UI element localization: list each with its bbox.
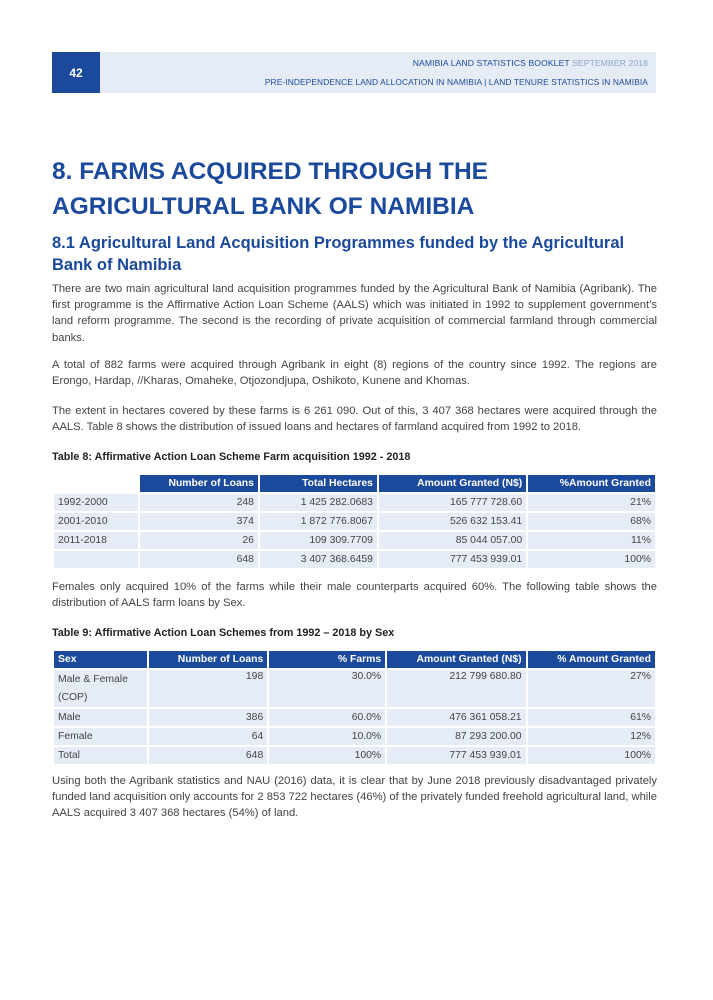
table-cell: 1 872 776.8067 — [260, 513, 377, 530]
section-title: 8.1 Agricultural Land Acquisition Programmes funded by the Agricultural Bank of Namibia — [52, 234, 625, 274]
table-cell: 12% — [528, 728, 655, 745]
paragraph-farms-total: A total of 882 farms were acquired through Agribank in eight (8) regions of the country since 1992. The regions are Erongo, Hardap, //Kharas, Omaheke, Otjozondjupa, Oshikoto, Kunene and Khomas. — [52, 359, 657, 388]
paragraph-hectares: The extent in hectares covered by these farms is 6 261 090. Out of this, 3 407 368 hectares were acquired through the AALS. Table 8 shows the distribution of issued loans and hectares of farmland acquired from 1992 to 2018. — [52, 405, 657, 434]
booklet-date: SEPTEMBER 2018 — [569, 58, 648, 68]
table-cell: 10.0% — [269, 728, 385, 745]
table-cell: 87 293 200.00 — [387, 728, 525, 745]
table-cell: 3 407 368.6459 — [260, 551, 377, 568]
table-cell: 26 — [140, 532, 258, 549]
table-row — [54, 494, 655, 511]
table-cell: 85 044 057.00 — [379, 532, 526, 549]
table-cell: 27% — [528, 670, 655, 707]
table-cell: 61% — [528, 709, 655, 726]
table-cell: 2011-2018 — [54, 532, 138, 549]
table-cell: Female — [54, 728, 147, 745]
table8-header-cell: Total Hectares — [260, 475, 377, 492]
table-cell: Male — [54, 709, 147, 726]
booklet-title — [413, 58, 648, 68]
table-cell: 526 632 153.41 — [379, 513, 526, 530]
running-header — [100, 52, 656, 93]
paragraph-conclusion: Using both the Agribank statistics and NAU (2016) data, it is clear that by June 2018 previously disadvantaged privately funded land acquisition only accounts for 2 853 722 hectares (46%) of the privately funded freehold agricultural land, while AALS acquired 3 407 368 hectares (54%) of land. — [52, 775, 657, 820]
table-cell: 648 — [149, 747, 267, 764]
table-cell: 777 453 939.01 — [387, 747, 525, 764]
table-cell: 109 309.7709 — [260, 532, 377, 549]
table-cell: 648 — [140, 551, 258, 568]
table8-caption: Table 8: Affirmative Action Loan Scheme Farm acquisition 1992 - 2018 — [52, 451, 411, 463]
table-cell: 476 361 058.21 — [387, 709, 525, 726]
table9-caption: Table 9: Affirmative Action Loan Schemes from 1992 – 2018 by Sex — [52, 627, 395, 639]
booklet-word: BOOKLET — [528, 58, 570, 68]
table-cell: 11% — [528, 532, 655, 549]
table9-header-cell: % Amount Granted — [528, 651, 655, 668]
table8-header-row — [54, 475, 655, 492]
table-cell: 1992-2000 — [54, 494, 138, 511]
table-row — [54, 709, 655, 726]
table-cell: 2001-2010 — [54, 513, 138, 530]
table-cell: Total — [54, 747, 147, 764]
paragraph-sex-distribution: Females only acquired 10% of the farms while their male counterparts acquired 60%. The following table shows the distribution of AALS farm loans by Sex. — [52, 581, 657, 610]
table8 — [52, 473, 657, 570]
table-cell: 100% — [528, 551, 655, 568]
table8-header-cell — [54, 475, 138, 492]
table-cell — [54, 551, 138, 568]
paragraph-intro: There are two main agricultural land acquisition programmes funded by the Agricultural Bank of Namibia (Agribank). The first programme is the Affirmative Action Loan Scheme (AALS) which was initiated in 1992 to supplement government’s land reform programme. The second is the recording of private acquisition of commercial farmland through commercial banks. — [52, 283, 657, 344]
table9-header-cell: Amount Granted (N$) — [387, 651, 525, 668]
table9-header-cell: % Farms — [269, 651, 385, 668]
table-cell: 68% — [528, 513, 655, 530]
table8-header-cell: Number of Loans — [140, 475, 258, 492]
table-cell: 100% — [269, 747, 385, 764]
table-cell: 777 453 939.01 — [379, 551, 526, 568]
table-row — [54, 670, 655, 707]
table-cell: 165 777 728.60 — [379, 494, 526, 511]
table-total-row — [54, 551, 655, 568]
table-cell: 60.0% — [269, 709, 385, 726]
table9-header-row — [54, 651, 655, 668]
table-cell: 212 799 680.80 — [387, 670, 525, 707]
table9 — [52, 649, 657, 766]
table-total-row — [54, 747, 655, 764]
table8-header-cell: %Amount Granted — [528, 475, 655, 492]
table-row — [54, 532, 655, 549]
table-cell: Male & Female (COP) — [54, 670, 147, 707]
page-number: 42 — [52, 52, 100, 93]
header-subtitle: PRE-INDEPENDENCE LAND ALLOCATION IN NAMIBIA | LAND TENURE STATISTICS IN NAMIBIA — [264, 77, 648, 87]
table9-header-cell: Sex — [54, 651, 147, 668]
table-row — [54, 728, 655, 745]
table-row — [54, 513, 655, 530]
table-cell: 198 — [149, 670, 267, 707]
table-cell: 248 — [140, 494, 258, 511]
table-cell: 100% — [528, 747, 655, 764]
chapter-title: 8. FARMS ACQUIRED THROUGH THE AGRICULTURAL BANK OF NAMIBIA — [52, 158, 489, 220]
table-cell: 21% — [528, 494, 655, 511]
table-cell: 30.0% — [269, 670, 385, 707]
table-cell: 64 — [149, 728, 267, 745]
table9-header-cell: Number of Loans — [149, 651, 267, 668]
table-cell: 1 425 282.0683 — [260, 494, 377, 511]
table-cell: 374 — [140, 513, 258, 530]
table8-header-cell: Amount Granted (N$) — [379, 475, 526, 492]
table-cell: 386 — [149, 709, 267, 726]
booklet-title-text: NAMIBIA LAND STATISTICS — [412, 58, 529, 68]
